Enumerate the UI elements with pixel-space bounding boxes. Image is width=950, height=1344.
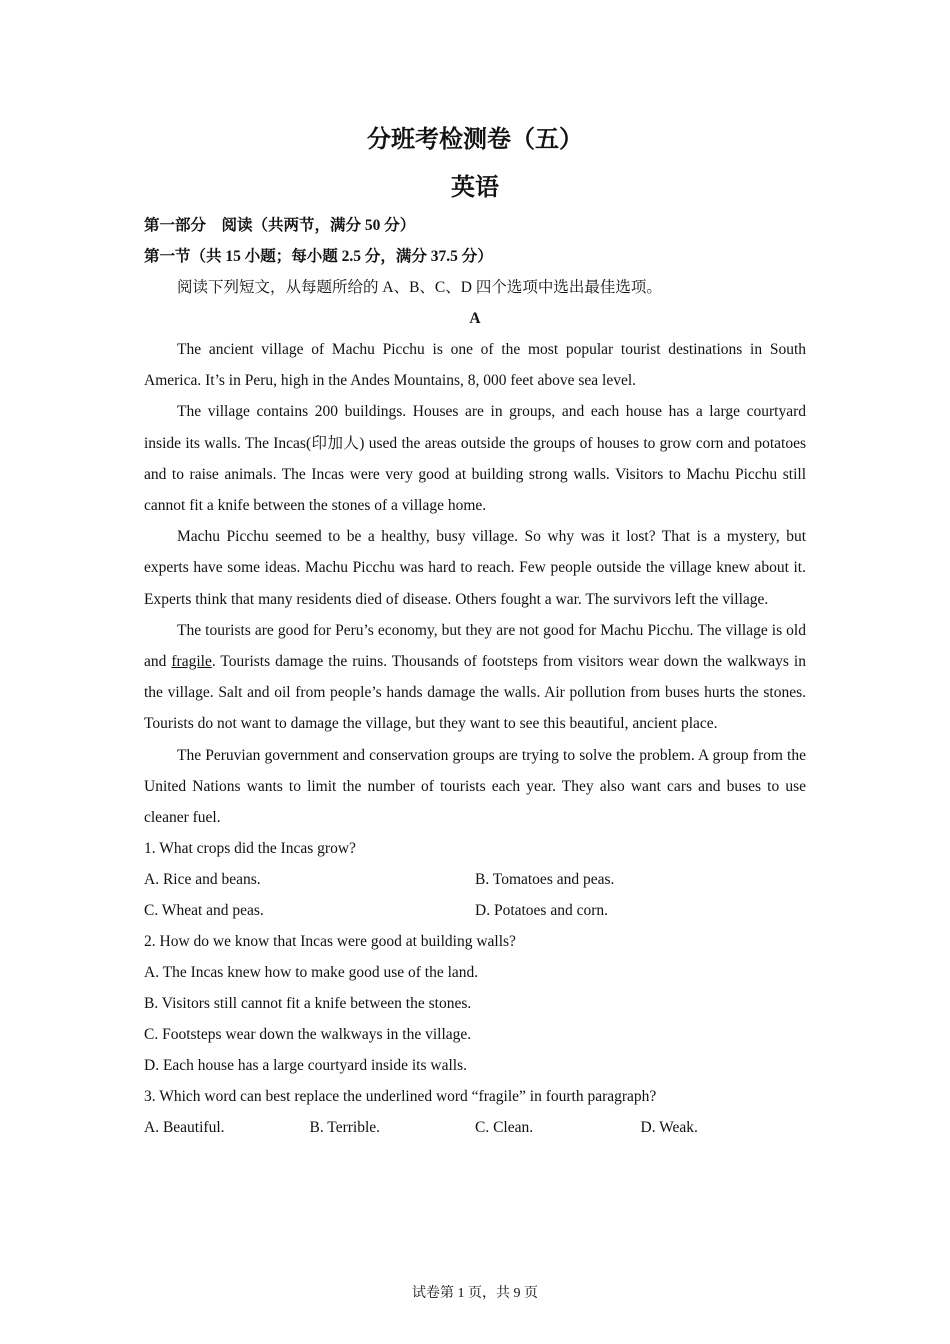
- question-2-option-a: A. The Incas knew how to make good use of the land.: [144, 964, 479, 982]
- paragraph-5: The Peruvian government and conservation groups are trying to solve the problem. A group from the United Nations wants to limit the number of tourists each year. They also want cars and buses to use cleaner fuel.: [144, 746, 806, 827]
- paragraph-2: The village contains 200 buildings. Houses are in groups, and each house has a large courtyard inside its walls. The Incas(印加人) used the areas outside the groups of houses to grow corn and potatoes and to raise animals. The Incas were very good at building strong walls. Visitors to Machu Picchu still cannot fit a knife between the stones of a village home.: [144, 403, 806, 515]
- page-footer: 试卷第 1 页，共 9 页: [412, 1286, 538, 1301]
- question-1-options-row-2: [144, 895, 806, 926]
- question-3-option-d: D. Weak.: [640, 1119, 698, 1137]
- paragraph-3: Machu Picchu seemed to be a healthy, busy village. So why was it lost? That is a mystery, but experts have some ideas. Machu Picchu was hard to reach. Few people outside the village knew about it. Experts think that many residents died of disease. Others fought a war. The survivors left the village.: [144, 528, 806, 608]
- passage-label: A: [469, 310, 481, 327]
- instruction-text: 阅读下列短文，从每题所给的 A、B、C、D 四个选项中选出最佳选项。: [177, 279, 662, 296]
- underlined-word: fragile: [171, 653, 212, 671]
- question-2-stem: 2. How do we know that Incas were good at building walls?: [144, 933, 516, 951]
- paragraph-4-part-b: . Tourists damage the ruins. Thousands of footsteps from visitors wear down the walkways in the village. Salt and oil from people’s hands damage the walls. Air pollution from buses hurts the stones. Tourists do not want to damage the village, but they want to see this beautiful, ancient place.: [144, 653, 806, 733]
- question-1-option-c: C. Wheat and peas.: [144, 902, 264, 920]
- section-heading: 第一节（共 15 小题；每小题 2.5 分，满分 37.5 分）: [144, 248, 493, 265]
- page-content: [144, 122, 806, 1143]
- question-1-option-b: B. Tomatoes and peas.: [475, 871, 615, 889]
- question-1-stem: 1. What crops did the Incas grow?: [144, 840, 356, 858]
- exam-title: 分班考检测卷（五）: [367, 127, 583, 153]
- paragraph-1: The ancient village of Machu Picchu is one of the most popular tourist destinations in South America. It’s in Peru, high in the Andes Mountains, 8, 000 feet above sea level.: [144, 341, 806, 390]
- subject-title: 英语: [451, 175, 499, 201]
- question-1-options-row-1: [144, 864, 806, 895]
- question-1-option-a: A. Rice and beans.: [144, 871, 261, 889]
- part-heading: 第一部分 阅读（共两节，满分 50 分）: [144, 217, 416, 234]
- paragraph-4-part-a: The tourists are good for Peru’s economy, but they are not good for Machu Picchu. The village is old and: [144, 621, 806, 671]
- question-3-option-b: B. Terrible.: [309, 1119, 381, 1137]
- paragraph-4: [144, 615, 806, 740]
- question-3-option-a: A. Beautiful.: [144, 1119, 225, 1137]
- question-3-options: [144, 1112, 806, 1143]
- question-3-stem: 3. Which word can best replace the underlined word “fragile” in fourth paragraph?: [144, 1088, 657, 1106]
- question-3-option-c: C. Clean.: [475, 1119, 534, 1137]
- question-2-option-c: C. Footsteps wear down the walkways in the village.: [144, 1026, 472, 1044]
- question-2-option-b: B. Visitors still cannot fit a knife between the stones.: [144, 995, 472, 1013]
- question-1-option-d: D. Potatoes and corn.: [475, 902, 609, 920]
- question-2-option-d: D. Each house has a large courtyard inside its walls.: [144, 1057, 467, 1075]
